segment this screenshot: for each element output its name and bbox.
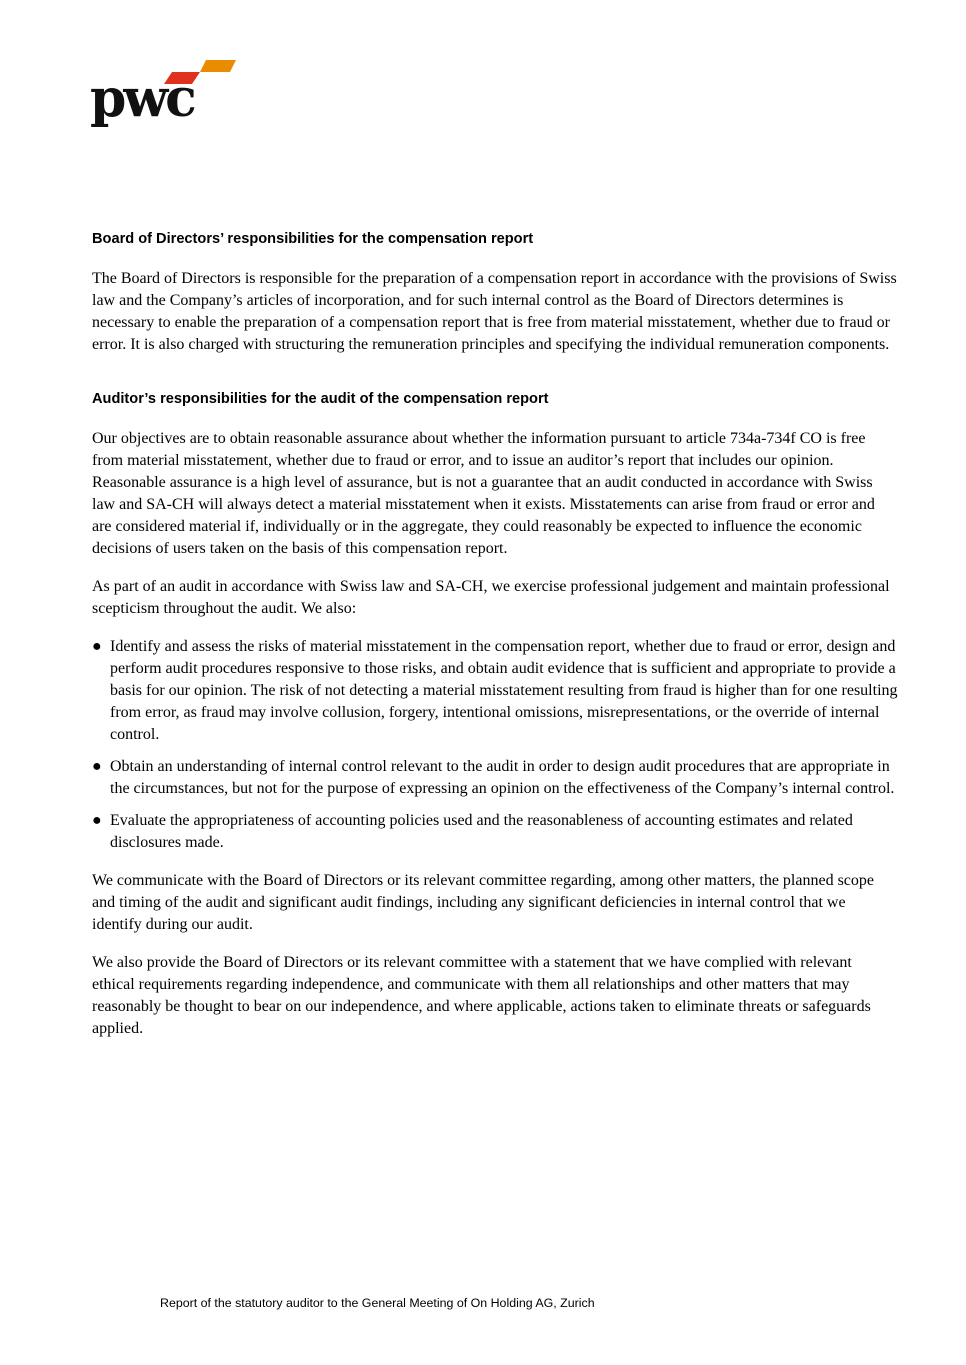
audit-procedures-list	[92, 636, 898, 854]
communication-paragraph: We communicate with the Board of Directors or its relevant committee regarding, among other matters, the planned scope and timing of the audit and significant audit findings, including any significant deficiencies in internal control that we identify during our audit.	[92, 872, 875, 933]
bullet-icon: ●	[92, 638, 102, 655]
independence-paragraph: We also provide the Board of Directors or its relevant committee with a statement that we have complied with relevant ethical requirements regarding independence, and communicate with them all relationships and other matters that may reasonably be thought to bear on our independence, and where applicable, actions taken to eliminate threats or safeguards applied.	[92, 954, 871, 1037]
list-item: ● Identify and assess the risks of material misstatement in the compensation report, whether due to fraud or error, design and perform audit procedures responsive to those risks, and obtain audit evidence that is sufficient and appropriate to provide a basis for our opinion. The risk of not detecting a material misstatement resulting from fraud is higher than for one resulting from error, as fraud may involve collusion, forgery, intentional omissions, misrepresentations, or the override of internal control.	[92, 638, 898, 743]
audit-approach-paragraph: As part of an audit in accordance with Swiss law and SA-CH, we exercise professional judgement and maintain professional scepticism throughout the audit. We also:	[92, 578, 890, 617]
svg-text:pwc: pwc	[90, 68, 194, 129]
section-heading-auditor: Auditor’s responsibilities for the audit of the compensation report	[92, 391, 549, 407]
list-item: ● Evaluate the appropriateness of accounting policies used and the reasonableness of accounting estimates and related disclosures made.	[92, 812, 853, 851]
list-item: ● Obtain an understanding of internal control relevant to the audit in order to design audit procedures that are appropriate in the circumstances, but not for the purpose of expressing an opinion on the effectiveness of the Company’s internal control.	[92, 758, 895, 797]
auditor-objectives-paragraph: Our objectives are to obtain reasonable assurance about whether the information pursuant to article 734a-734f CO is free from material misstatement, whether due to fraud or error, and to issue an auditor’s report that includes our opinion. Reasonable assurance is a high level of assurance, but is not a guarantee that an audit conducted in accordance with Swiss law and SA-CH will always detect a material misstatement when it exists. Misstatements can arise from fraud or error and are considered material if, individually or in the aggregate, they could reasonably be expected to influence the economic decisions of users taken on the basis of this compensation report.	[92, 430, 875, 557]
page-footer: Report of the statutory auditor to the General Meeting of On Holding AG, Zurich	[160, 1296, 595, 1310]
section-heading-board: Board of Directors’ responsibilities for the compensation report	[92, 231, 534, 247]
report-body	[92, 228, 898, 1056]
board-responsibilities-paragraph: The Board of Directors is responsible for the preparation of a compensation report in accordance with the provisions of Swiss law and the Company’s articles of incorporation, and for such internal control as the Board of Directors determines is necessary to enable the preparation of a compensation report that is free from material misstatement, whether due to fraud or error. It is also charged with structuring the remuneration principles and specifying the individual remuneration components.	[92, 270, 897, 353]
logo-accent-amber	[200, 60, 236, 72]
bullet-icon: ●	[92, 812, 102, 829]
pwc-logo	[88, 56, 240, 136]
bullet-icon: ●	[92, 758, 102, 775]
